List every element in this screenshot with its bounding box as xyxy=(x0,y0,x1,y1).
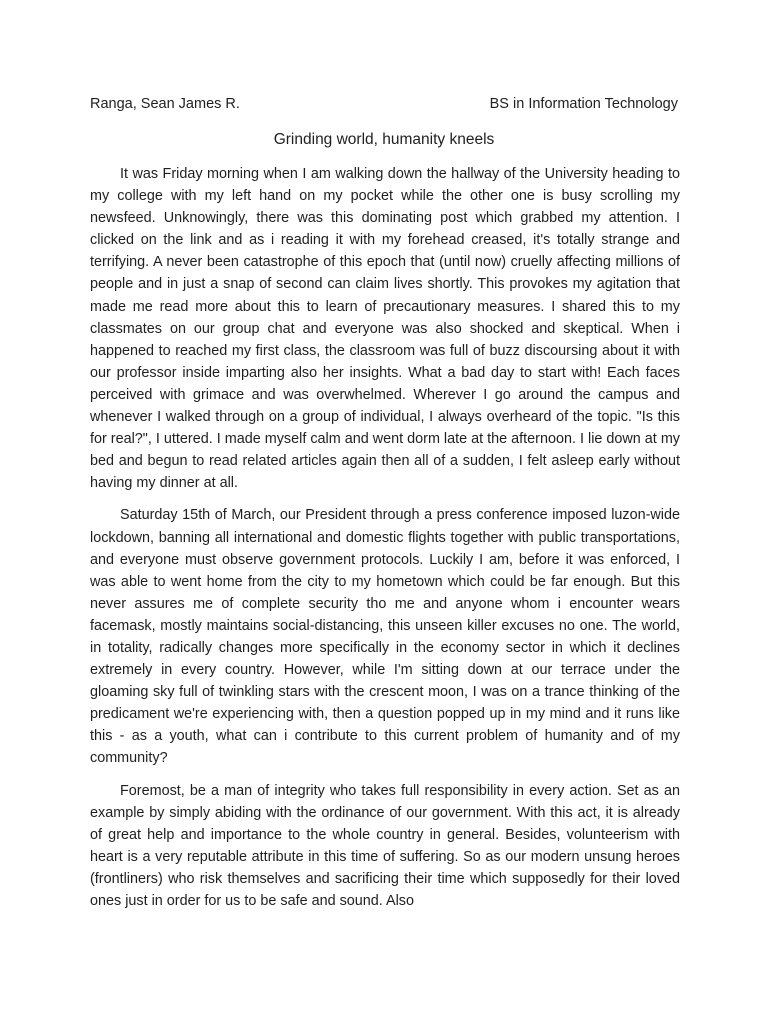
course-name: BS in Information Technology xyxy=(489,96,678,112)
paragraph: Foremost, be a man of integrity who takes full responsibility in every action. Set as an example by simply abiding with the ordinance of our government. With this act, it is already of great help and importance to the whole country in general. Besides, volunteerism with heart is a very reputable attribute in this time of suffering. So as our modern unsung heroes (frontliners) who risk themselves and sacrificing their time which supposedly for their loved ones just in order for us to be safe and sound. Also xyxy=(90,782,680,909)
document-header xyxy=(90,94,678,114)
document-title: Grinding world, humanity kneels xyxy=(273,131,495,148)
paragraph: It was Friday morning when I am walking down the hallway of the University heading to my college with my left hand on my pocket while the other one is busy scrolling my newsfeed. Unknowingly, there was this dominating post which grabbed my attention. I clicked on the link and as i reading it with my forehead creased, it's totally strange and terrifying. A never been catastrophe of this epoch that (until now) cruelly affecting millions of people and in just a snap of second can claim lives shortly. This provokes my agitation that made me read more about this to learn of precautionary measures. I shared this to my classmates on our group chat and everyone was also shocked and skeptical. When i happened to reached my first class, the classroom was full of buzz discoursing about it with our professor inside imparting also her insights. What a bad day to start with! Each faces perceived with grimace and was overwhelmed. Wherever I go around the campus and whenever I walked through on a group of individual, I always overheard of the topic. "Is this for real?", I uttered. I made myself calm and went dorm late at the afternoon. I lie down at my bed and begun to read related articles again then all of a sudden, I felt asleep early without having my dinner at all. xyxy=(90,166,680,492)
paragraph: Saturday 15th of March, our President through a press conference imposed luzon-wide lockdown, banning all international and domestic flights together with public transportations, and everyone must observe government protocols. Luckily I am, before it was enforced, I was able to went home from the city to my hometown which could be far enough. But this never assures me of complete security tho me and anyone whom i encounter wears facemask, mostly maintains social-distancing, this unseen killer excuses no one. The world, in totality, radically changes more specifically in the economy sector in which it declines extremely in every country. However, while I'm sitting down at our terrace under the gloaming sky full of twinkling stars with the crescent moon, I was on a trance thinking of the predicament we're experiencing with, then a question popped up in my mind and it runs like this - as a youth, what can i contribute to this current problem of humanity and of my community? xyxy=(90,507,680,767)
document-body xyxy=(90,163,680,922)
author-name: Ranga, Sean James R. xyxy=(90,96,240,112)
